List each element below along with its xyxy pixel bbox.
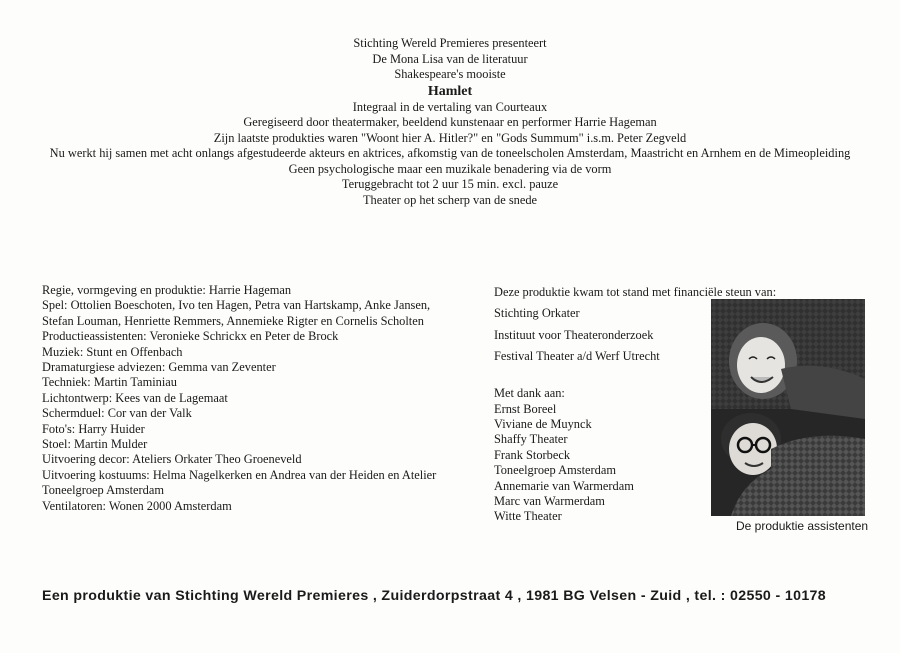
credit-item: Lichtontwerp: Kees van de Lagemaat	[42, 390, 228, 405]
credit-item: Spel: Ottolien Boeschoten, Ivo ten Hagen, Petra van Hartskamp, Anke Jansen, Stefan Louman, Henriette Remmers, Annemieke Rigter en Cornelis Scholten	[42, 298, 431, 328]
credits-list	[42, 283, 462, 514]
header-line: Stichting Wereld Premieres presenteert	[353, 36, 547, 50]
header-line: Geregiseerd door theatermaker, beeldend kunstenaar en performer Harrie Hageman	[243, 115, 657, 129]
header-block	[0, 36, 900, 208]
assistants-photo	[711, 299, 865, 516]
thanks-item: Frank Storbeck	[494, 447, 571, 462]
credit-item: Uitvoering kostuums: Helma Nagelkerken en Andrea van der Heiden en Atelier Toneelgroep Amsterdam	[42, 467, 437, 498]
credit-item: Regie, vormgeving en produktie: Harrie Hageman	[42, 283, 292, 297]
thanks-item: Witte Theater	[494, 509, 562, 524]
credit-item: Muziek: Stunt en Offenbach	[42, 344, 183, 359]
header-line: Zijn laatste produkties waren "Woont hier A. Hitler?" en "Gods Summum" i.s.m. Peter Zegveld	[213, 130, 687, 145]
sponsor-item: Festival Theater a/d Werf Utrecht	[494, 348, 660, 363]
thanks-item: Marc van Warmerdam	[494, 494, 605, 509]
play-title: Hamlet	[427, 83, 473, 99]
thanks-item: Annemarie van Warmerdam	[494, 478, 634, 493]
thanks-item: Toneelgroep Amsterdam	[494, 463, 616, 478]
thanks-item: Viviane de Muynck	[494, 417, 592, 432]
credit-item: Ventilatoren: Wonen 2000 Amsterdam	[42, 498, 232, 513]
header-line: Integraal in de vertaling van Courteaux	[352, 99, 548, 114]
credit-item: Schermduel: Cor van der Valk	[42, 406, 192, 421]
credit-item: Productieassistenten: Veronieke Schrickx en Peter de Brock	[42, 329, 339, 344]
thanks-heading: Met dank aan:	[494, 386, 565, 401]
support-intro: Deze produktie kwam tot stand met financiële steun van:	[494, 285, 777, 299]
header-line: Theater op het scherp van de snede	[362, 192, 538, 207]
thanks-item: Ernst Boreel	[494, 401, 557, 416]
credit-item: Uitvoering decor: Ateliers Orkater Theo Groeneveld	[42, 452, 302, 467]
sponsor-item: Instituut voor Theateronderzoek	[494, 327, 654, 342]
sponsor-item: Stichting Orkater	[494, 306, 580, 321]
header-line: Teruggebracht tot 2 uur 15 min. excl. pauze	[341, 177, 559, 191]
credit-item: Stoel: Martin Mulder	[42, 437, 148, 452]
header-line: Nu werkt hij samen met acht onlangs afgestudeerde akteurs en aktrices, afkomstig van de toneelscholen Amsterdam, Maastricht en Arnhem en de Mimeopleiding	[49, 146, 851, 160]
footer-address: Een produktie van Stichting Wereld Premieres , Zuiderdorpstraat 4 , 1981 BG Velsen - Zuid , tel. : 02550 - 10178	[42, 588, 827, 604]
header-line: Shakespeare's mooiste	[394, 67, 506, 81]
thanks-item: Shaffy Theater	[494, 432, 568, 447]
photo-caption: De produktie assistenten	[736, 519, 869, 533]
credit-item: Dramaturgiese adviezen: Gemma van Zeventer	[42, 360, 276, 375]
header-line: De Mona Lisa van de literatuur	[372, 51, 528, 66]
header-line: Geen psychologische maar een muzikale benadering via de vorm	[288, 161, 612, 176]
credit-item: Techniek: Martin Taminiau	[42, 375, 177, 390]
credit-item: Foto's: Harry Huider	[42, 421, 145, 436]
